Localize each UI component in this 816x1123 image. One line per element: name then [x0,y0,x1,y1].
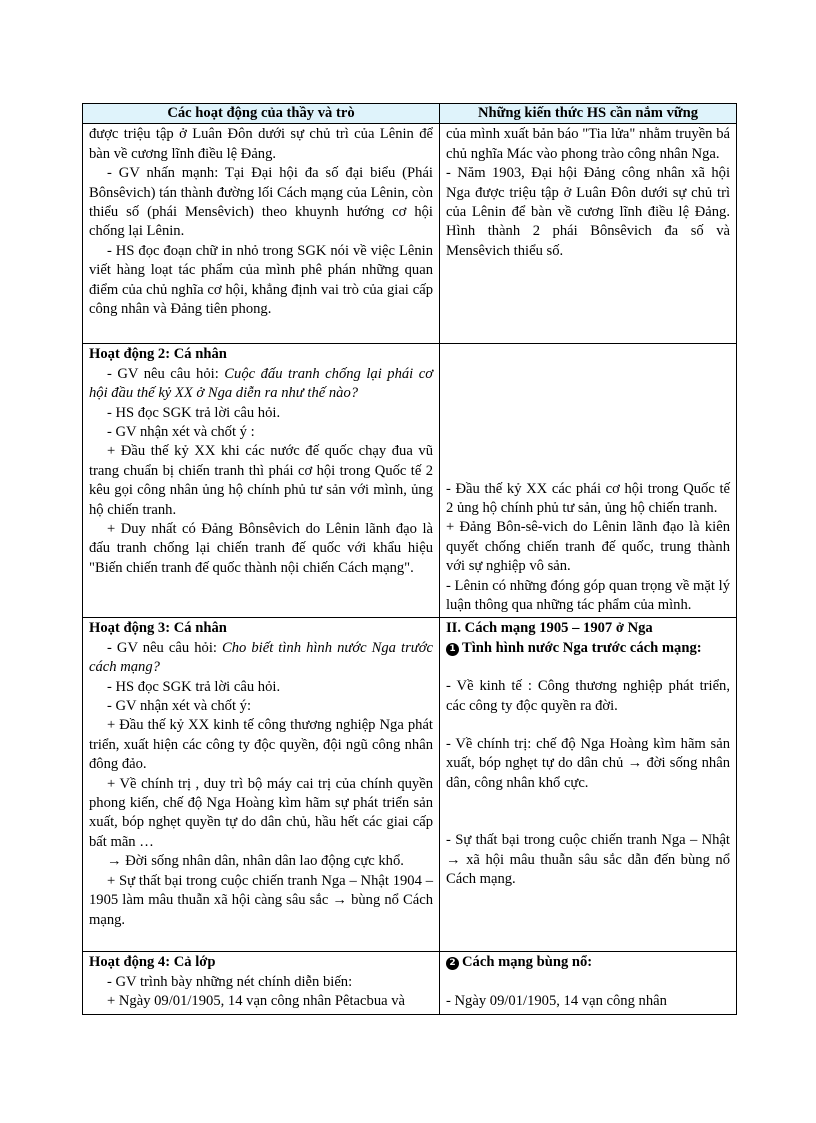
question-prefix: - GV nêu câu hỏi: [107,365,225,382]
paragraph: - HS đọc SGK trả lời câu hỏi. [107,404,281,421]
table-row [83,344,737,618]
paragraph: + Ngày 09/01/1905, 14 vạn công nhân Pêtacbua và [107,993,406,1010]
subsection-title: Cách mạng bùng nổ: [462,954,593,971]
row1-right-cell [440,124,737,344]
paragraph: + Về chính trị , duy trì bộ máy cai trị của chính quyền phong kiến, chế độ Nga Hoàng kìm hãm sự phát triển sản xuất, bóp nghẹt quyền tự do dân chủ, hầu hết các giai cấp bất mãn … [89,775,433,850]
paragraph: + Đầu thế kỷ XX khi các nước đế quốc chạy đua vũ trang chuẩn bị chiến tranh thì phái cơ hội trong Quốc tế 2 kêu gọi công nhân ủng hộ chính phủ tư sản với mình, ủng hộ chiến tranh. [89,443,433,518]
paragraph: được triệu tập ở Luân Đôn dưới sự chủ trì của Lênin để bàn về cương lĩnh điều lệ Đảng. [89,126,433,162]
paragraph: - GV nhận xét và chốt ý: [107,698,252,715]
activity-heading: Hoạt động 3: Cá nhân [89,620,227,637]
paragraph: - Về chính trị: chế độ Nga Hoàng kìm hãm sản xuất, bóp nghẹt tự do dân chủ → đời sống nhân dân, công nhân khổ cực. [446,736,730,791]
paragraph: - GV trình bày những nét chính diễn biến: [107,973,353,990]
paragraph: + Đảng Bôn-sê-vich do Lênin lãnh đạo là kiên quyết chống chiến tranh đế quốc, trung thành với sự nghiệp vô sản. [446,519,730,575]
paragraph: - Về kinh tế : Công thương nghiệp phát triển, các công ty độc quyền ra đời. [446,678,730,714]
question-text: Cho biết tình hình nước Nga trước cách mạng? [89,639,433,676]
number-two-icon: 2 [446,957,459,970]
header-activities: Các hoạt động của thầy và trò [83,104,440,124]
row4-left-cell [83,952,440,1014]
paragraph: → Đời sống nhân dân, nhân dân lao động cực khổ. [107,853,404,870]
subsection-heading [446,953,730,972]
paragraph: + Duy nhất có Đảng Bônsêvich do Lênin lãnh đạo là đấu tranh chống lại chiến tranh đế quốc với khẩu hiệu "Biến chiến tranh đế quốc thành nội chiến Cách mạng". [89,521,433,576]
number-one-icon: 1 [446,643,459,656]
header-knowledge: Những kiến thức HS cần nắm vững [440,104,737,124]
subsection-heading [446,639,730,658]
table-row [83,618,737,952]
row2-right-cell [440,344,737,618]
table-header-row [83,104,737,124]
paragraph: - HS đọc SGK trả lời câu hỏi. [107,678,281,695]
paragraph: - GV nhấn mạnh: Tại Đại hội đa số đại biểu (Phái Bônsêvich) tán thành đường lối Cách mạng của Lênin, còn thiểu số (phái Mensêvich) theo khuynh hướng cơ hội chống lại Lênin. [89,165,433,240]
question-prefix: - GV nêu câu hỏi: [107,639,222,656]
paragraph: + Đầu thế kỷ XX kinh tế công thương nghiệp Nga phát triển, xuất hiện các công ty độc quyền, đội ngũ công nhân đông đảo. [89,717,433,773]
activity-heading: Hoạt động 2: Cá nhân [89,346,227,363]
paragraph: - HS đọc đoạn chữ in nhỏ trong SGK nói về việc Lênin viết hàng loạt tác phẩm của mình phê phán những quan điểm của chủ nghĩa cơ hội, khẳng định vai trò của giai cấp công nhân và Đảng tiên phong. [89,242,433,318]
lesson-plan-table [82,103,737,1015]
question-paragraph [89,639,433,678]
row2-left-cell [83,344,440,618]
paragraph: - Năm 1903, Đại hội Đảng công nhân xã hội Nga được triệu tập ở Luân Đôn dưới sự chủ trì của Lênin để bàn về cương lĩnh điều lệ Đảng. Hình thành 2 phái Bônsêvich đa số và Mensêvich thiểu số. [446,165,730,259]
paragraph: - Đầu thế kỷ XX các phái cơ hội trong Quốc tế 2 ủng hộ chính phủ tư sản, ủng hộ chiến tranh. [446,480,730,516]
row3-right-cell [440,618,737,952]
table-row [83,124,737,344]
paragraph: - Ngày 09/01/1905, 14 vạn công nhân [446,992,667,1009]
question-paragraph [89,365,433,404]
table-row [83,952,737,1014]
paragraph: của mình xuất bản báo "Tia lửa" nhằm truyền bá chủ nghĩa Mác vào phong trào công nhân Nga. [446,126,730,162]
question-text: Cuộc đấu tranh chống lại phái cơ hội đầu thế kỷ XX ở Nga diễn ra như thế nào? [89,365,433,402]
subsection-title: Tình hình nước Nga trước cách mạng: [462,639,702,656]
row3-left-cell [83,618,440,952]
row1-left-cell [83,124,440,344]
paragraph: - GV nhận xét và chốt ý : [107,424,255,441]
activity-heading: Hoạt động 4: Cả lớp [89,954,216,971]
row4-right-cell [440,952,737,1014]
paragraph: - Lênin có những đóng góp quan trọng về mặt lý luận thông qua những tác phẩm của mình. [446,577,730,613]
section-heading: II. Cách mạng 1905 – 1907 ở Nga [446,620,653,637]
paragraph: + Sự thất bại trong cuộc chiến tranh Nga – Nhật 1904 – 1905 làm mâu thuẫn xã hội càng sâu sắc → bùng nổ Cách mạng. [89,872,433,928]
paragraph: - Sự thất bại trong cuộc chiến tranh Nga – Nhật → xã hội mâu thuẫn sâu sắc dẫn đến bùng nổ Cách mạng. [446,832,730,888]
